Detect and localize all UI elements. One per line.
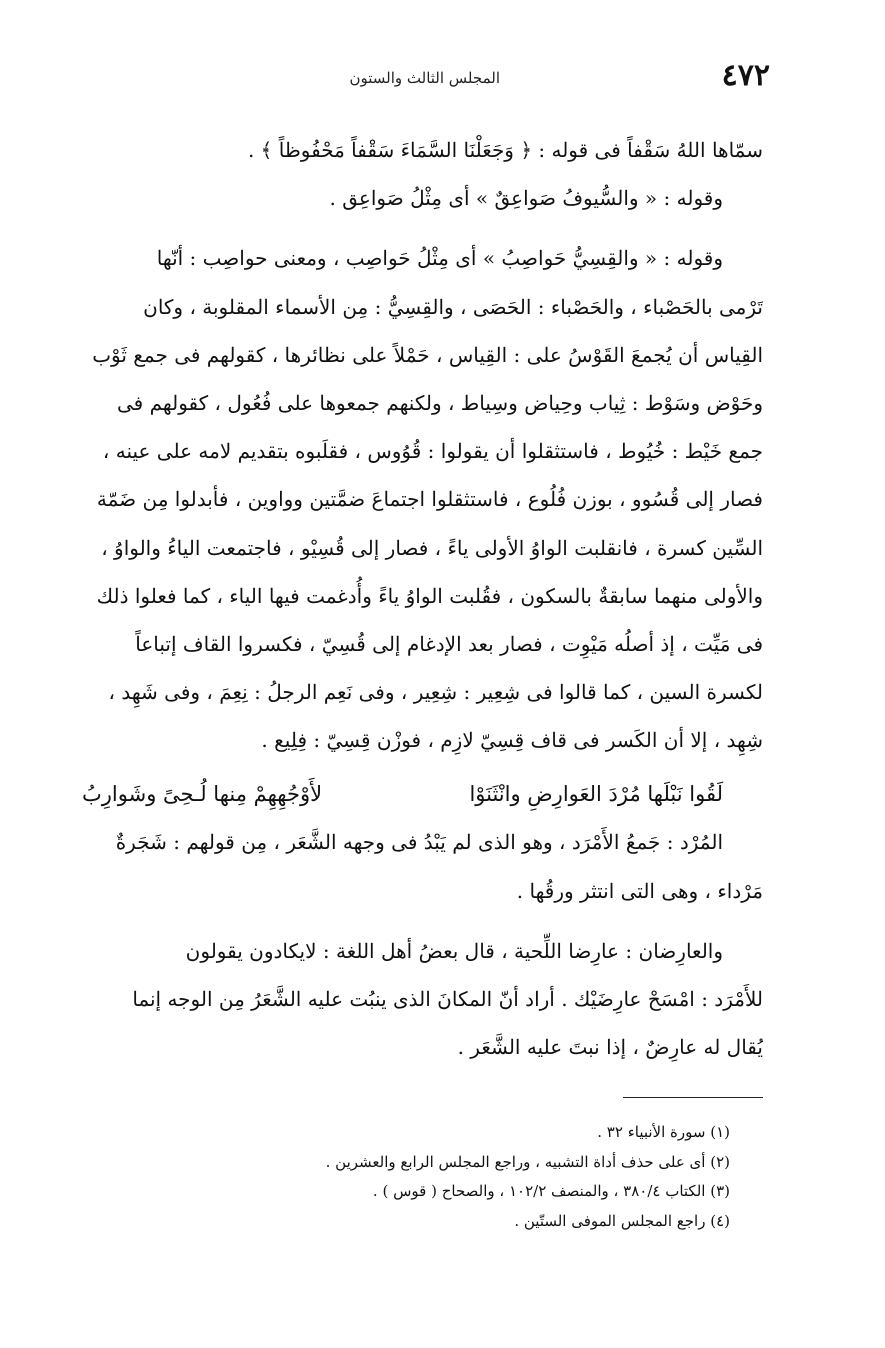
text-line: للأَمْرَد : امْسَحْ عارِضَيْك . أراد أنّ المكانَ الذى ينبُت عليه الشَّعَرُ مِن الوجه إنما <box>132 987 763 1011</box>
text-line: السِّين كسرة ، فانقلبت الواوُ الأولى ياءً ، فصار إلى قُسِيْو ، فاجتمعت الياءُ والواوُ ، <box>101 535 763 560</box>
footnote-item: (٢) أى على حذف أداة التشبيه ، وراجع المجلس الرابع والعشرين . <box>325 1152 730 1171</box>
text-line: وحَوْض وسَوْط : ثِياب وحِياض وسِياط ، ولكنهم جمعوها على فُعُول ، كقولهم فى <box>117 390 763 415</box>
text-line: فى مَيِّت ، إذ أصلُه مَيْوِت ، فصار بعد الإدغام إلى قُسِيّ ، فكسروا القاف إتباعاً <box>135 631 763 656</box>
footnote-item: (١) سورة الأنبياء ٣٢ . <box>597 1123 730 1141</box>
footnote-item: (٤) راجع المجلس الموفى الستّين . <box>514 1211 730 1230</box>
text-line: شِهِد ، إلا أن الكَسر فى قاف قِسِيّ لازِم ، فوزْن قِسِيّ : فِلِيع . <box>261 728 763 753</box>
footnote-divider <box>623 1097 763 1098</box>
text-line: القِياس أن يُجمعَ القَوْسُ على : القِياس ، حَمْلاً على نظائرها ، كقولهم فى جمع ثَوْب <box>92 342 763 367</box>
verse-first-hemistich: لَقُوا نَبْلَها مُرْدَ العَوارِضِ وانْثَنَوْا <box>469 782 723 807</box>
page-number: ٤٧٢ <box>721 58 770 93</box>
text-line: يُقال له عارِضٌ ، إذا نبتَ عليه الشَّعَر . <box>457 1035 763 1060</box>
running-title: المجلس الثالث والستون <box>349 69 500 87</box>
main-text <box>62 126 763 1071</box>
footnote-item: (٣) الكتاب ٣٨٠/٤ ، والمنصف ١٠٢/٢ ، والصحاح ( قوس ) . <box>372 1182 730 1200</box>
footnotes <box>80 1118 730 1236</box>
text-line: والعارِضان : عارِضا اللِّحية ، قال بعضُ أهل اللغة : لايكادون يقولون <box>185 938 723 963</box>
text-line: مَرْداء ، وهى التى انتثر ورقُها . <box>516 878 763 903</box>
page-header <box>60 58 770 98</box>
text-line: وقوله : « والسُّيوفُ صَواعِقٌ » أى مِثْلُ صَواعِق . <box>329 186 723 211</box>
poetry-verse <box>62 770 763 818</box>
text-line: جمع خَيْط : خُيُوط ، فاستثقلوا أن يقولوا : قُوُوس ، فقلَبوه بتقديم لامه على عينه ، <box>102 439 763 464</box>
text-line: فصار إلى قُسُوو ، بوزن فُلُوع ، فاستثقلوا اجتماعَ ضمَّتين وواوين ، فأبدلوا مِن ضَمّة <box>96 487 763 512</box>
verse-second-hemistich: لأَوْجُهِهِمْ مِنها لُـحِىً وشَوارِبُ <box>82 782 323 807</box>
text-line: تَرْمى بالحَصْباء ، والحَصْباء : الحَصَى ، والقِسِيُّ : مِن الأسماء المقلوبة ، وكان <box>143 294 763 319</box>
text-line: سمّاها اللهُ سَقْفاً فى قوله : ﴿ وَجَعَلْنَا السَّمَاءَ سَقْفاً مَحْفُوظاً ﴾ . <box>247 138 763 162</box>
text-line: وقوله : « والقِسِيُّ حَواصِبُ » أى مِثْلُ حَواصِب ، ومعنى حواصِب : أنّها <box>156 246 723 271</box>
text-line: المُرْد : جَمعُ الأَمْرَد ، وهو الذى لم يَبْدُ فى وجهه الشَّعَر ، مِن قولهم : شَجَرةٌ <box>115 830 723 855</box>
text-line: والأولى منهما سابقةٌ بالسكون ، فقُلبت الواوُ ياءً وأُدغمت فيها الياء ، كما فعلوا ذلك <box>96 583 763 608</box>
text-line: لكسرة السين ، كما قالوا فى شِعِير : شِعِير ، وفى نَعِم الرجلُ : نِعِمَ ، وفى شَهِد ، <box>108 680 763 705</box>
